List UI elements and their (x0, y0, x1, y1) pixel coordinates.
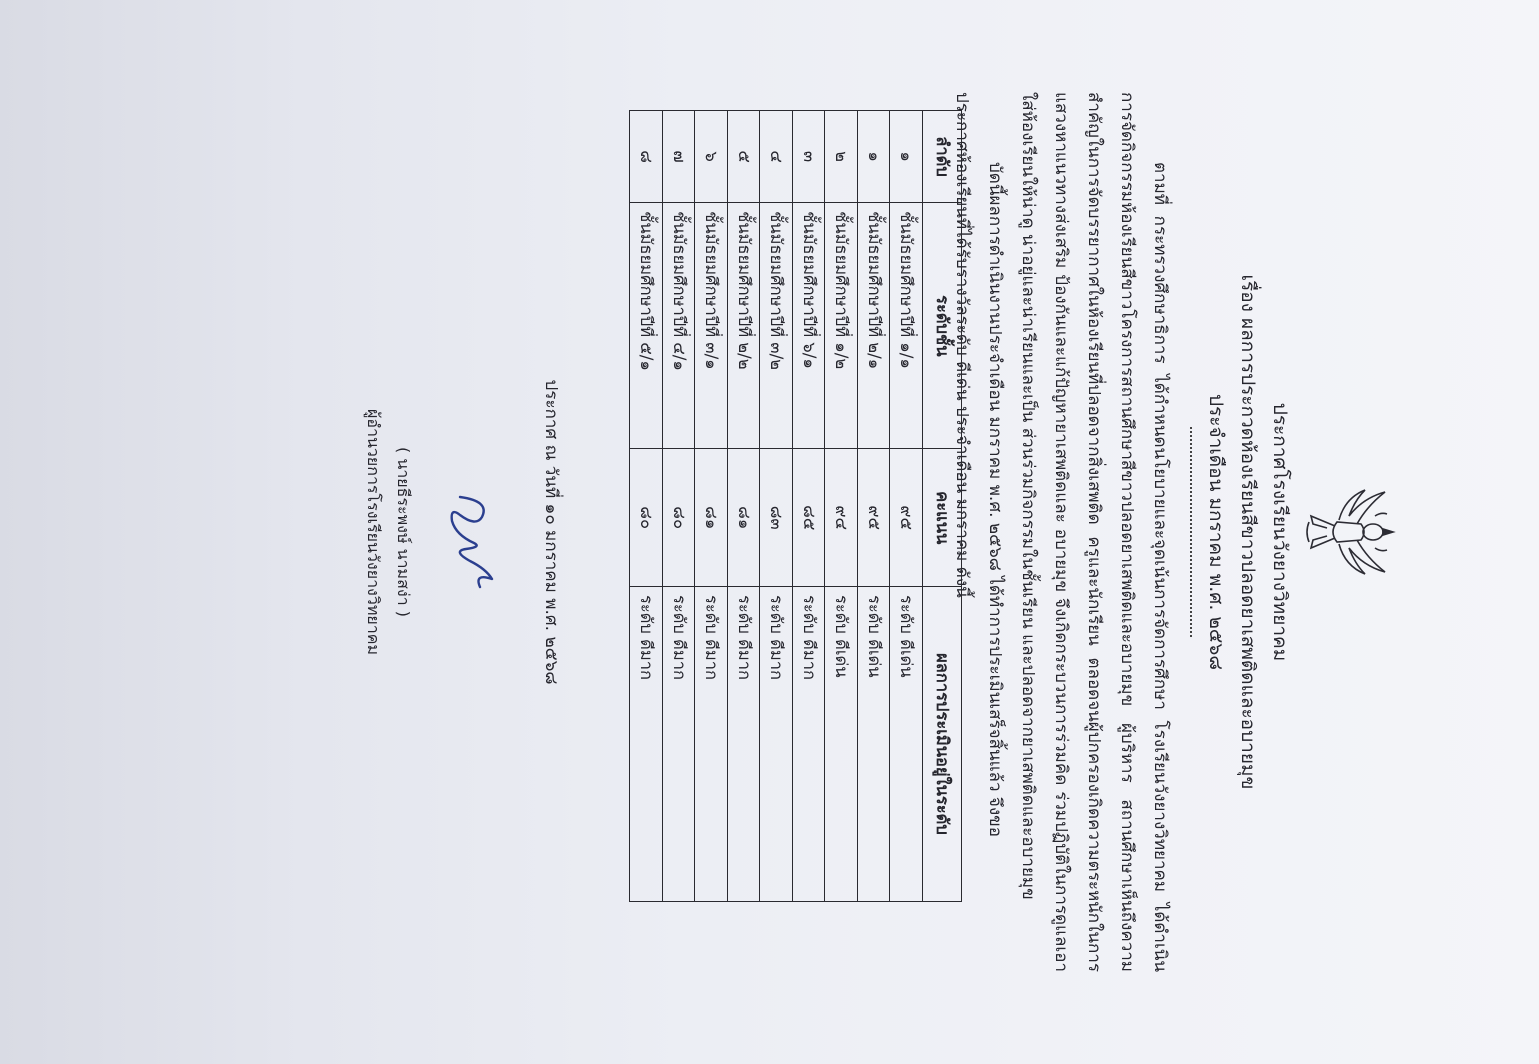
table-header-row (922, 111, 961, 902)
title-divider (1190, 427, 1192, 637)
cell-class: ชั้นมัธยมศึกษาปีที่ ๖/๑ (792, 203, 825, 449)
announcement-date: ประกาศ ณ วันที่ ๑๐ มกราคม พ.ศ. ๒๕๖๘ (540, 379, 561, 685)
cell-score: ๙๔ (825, 449, 858, 587)
cell-rank: ๔ (760, 111, 793, 203)
table-row (890, 111, 923, 902)
cell-class: ชั้นมัธยมศึกษาปีที่ ๓/๒ (760, 203, 793, 449)
cell-class: ชั้นมัธยมศึกษาปีที่ ๕/๑ (630, 203, 663, 449)
table-row (695, 111, 728, 902)
cell-result: ระดับ ดีมาก (727, 586, 760, 901)
cell-score: ๘๑ (727, 449, 760, 587)
column-header-result: ผลการประเมินอยู่ในระดับ (922, 586, 961, 901)
cell-score: ๘๐ (630, 449, 663, 587)
announcement-body (945, 92, 1176, 972)
cell-score: ๘๐ (662, 449, 695, 587)
body-paragraph: ประกาศห้องเรียนที่ได้รับรางวัลระดับ ดีเด่น ประจำเดือน มกราคม ดังนี้ (951, 92, 972, 598)
cell-rank: ๑ (890, 111, 923, 203)
handwritten-signature (430, 487, 510, 597)
cell-class: ชั้นมัธยมศึกษาปีที่ ๒/๑ (857, 203, 890, 449)
table-row (825, 111, 858, 902)
cell-class: ชั้นมัธยมศึกษาปีที่ ๑/๑ (890, 203, 923, 449)
cell-class: ชั้นมัธยมศึกษาปีที่ ๑/๒ (825, 203, 858, 449)
column-header-class: ระดับชั้น (922, 203, 961, 449)
results-table (629, 110, 962, 902)
cell-score: ๘๓ (760, 449, 793, 587)
table-row (792, 111, 825, 902)
body-paragraph: ตามที่ กระทรวงศึกษาธิการ ได้กำหนดนโยบายและจุดเน้นการจัดการศึกษา โรงเรียนวังยางวิทยาคม ได้ดำเนินการจัดกิจกรรมห้องเรียนสีขาวโครงการสถานศึกษาสีขาวปลอดยาเสพติดและอบายมุข ผู้บริหาร สถานศึกษาเห็นถึงความสำคัญในการจัดบรรยากาศในห้องเรียนที่ปลอดจากสิ่งเสพติด ครูและนักเรียน ตลอดจนผู้ปกครองเกิดความตระหนักในการแสวงหาแนวทางส่งเสริม ป้องกันและแก้ปัญหายาเสพติดและ อบายมุข จึงเกิดกระบวนการร่วมคิด ร่วมปฏิบัติในการดูแลเอาใส่ห้องเรียนให้น่าดู น่าอยู่และน่าเรียนและเป็น ส่วนร่วมกิจกรรมในชั้นเรียน และปลอดจากยาเสพติดและอบายมุข (1017, 92, 1170, 972)
signer-title: ผู้อำนวยการโรงเรียนวังยางวิทยาคม (363, 408, 383, 655)
table-row (630, 111, 663, 902)
cell-score: ๙๕ (857, 449, 890, 587)
announcement-title: ประกาศโรงเรียนวังยางวิทยาคม (1268, 402, 1291, 662)
cell-result: ระดับ ดีเด่น (890, 586, 923, 901)
garuda-emblem-icon (1301, 486, 1397, 578)
signer-name: ( นายธีระพงษ์ นามสง่า ) (393, 447, 413, 617)
cell-rank: ๖ (695, 111, 728, 203)
cell-rank: ๒ (825, 111, 858, 203)
body-paragraph: บัดนี้ผลการดำเนินงานประจำเดือน มกราคม พ.ศ. ๒๕๖๘ ได้ทำการประเมินเสร็จสิ้นแล้ว จึงขอ (984, 162, 1005, 837)
cell-score: ๘๑ (695, 449, 728, 587)
cell-result: ระดับ ดีเด่น (825, 586, 858, 901)
cell-rank: ๘ (630, 111, 663, 203)
table-row (857, 111, 890, 902)
announcement-subject: เรื่อง ผลการประกวดห้องเรียนสีขาวปลอดยาเสพติดและอบายมุข (1236, 274, 1259, 790)
cell-rank: ๕ (727, 111, 760, 203)
cell-rank: ๗ (662, 111, 695, 203)
cell-result: ระดับ ดีมาก (760, 586, 793, 901)
cell-rank: ๑ (857, 111, 890, 203)
cell-result: ระดับ ดีมาก (630, 586, 663, 901)
table-row (760, 111, 793, 902)
announcement-period: ประจำเดือน มกราคม พ.ศ. ๒๕๖๘ (1204, 393, 1227, 671)
cell-class: ชั้นมัธยมศึกษาปีที่ ๒/๒ (727, 203, 760, 449)
cell-class: ชั้นมัธยมศึกษาปีที่ ๔/๑ (662, 203, 695, 449)
cell-result: ระดับ ดีมาก (662, 586, 695, 901)
cell-rank: ๓ (792, 111, 825, 203)
cell-score: ๙๕ (890, 449, 923, 587)
announcement-document (120, 32, 1420, 1032)
column-header-score: คะแนน (922, 449, 961, 587)
cell-result: ระดับ ดีเด่น (857, 586, 890, 901)
cell-result: ระดับ ดีมาก (695, 586, 728, 901)
table-row (662, 111, 695, 902)
table-row (727, 111, 760, 902)
column-header-rank: ลำดับ (922, 111, 961, 203)
cell-score: ๘๕ (792, 449, 825, 587)
cell-class: ชั้นมัธยมศึกษาปีที่ ๓/๑ (695, 203, 728, 449)
cell-result: ระดับ ดีมาก (792, 586, 825, 901)
